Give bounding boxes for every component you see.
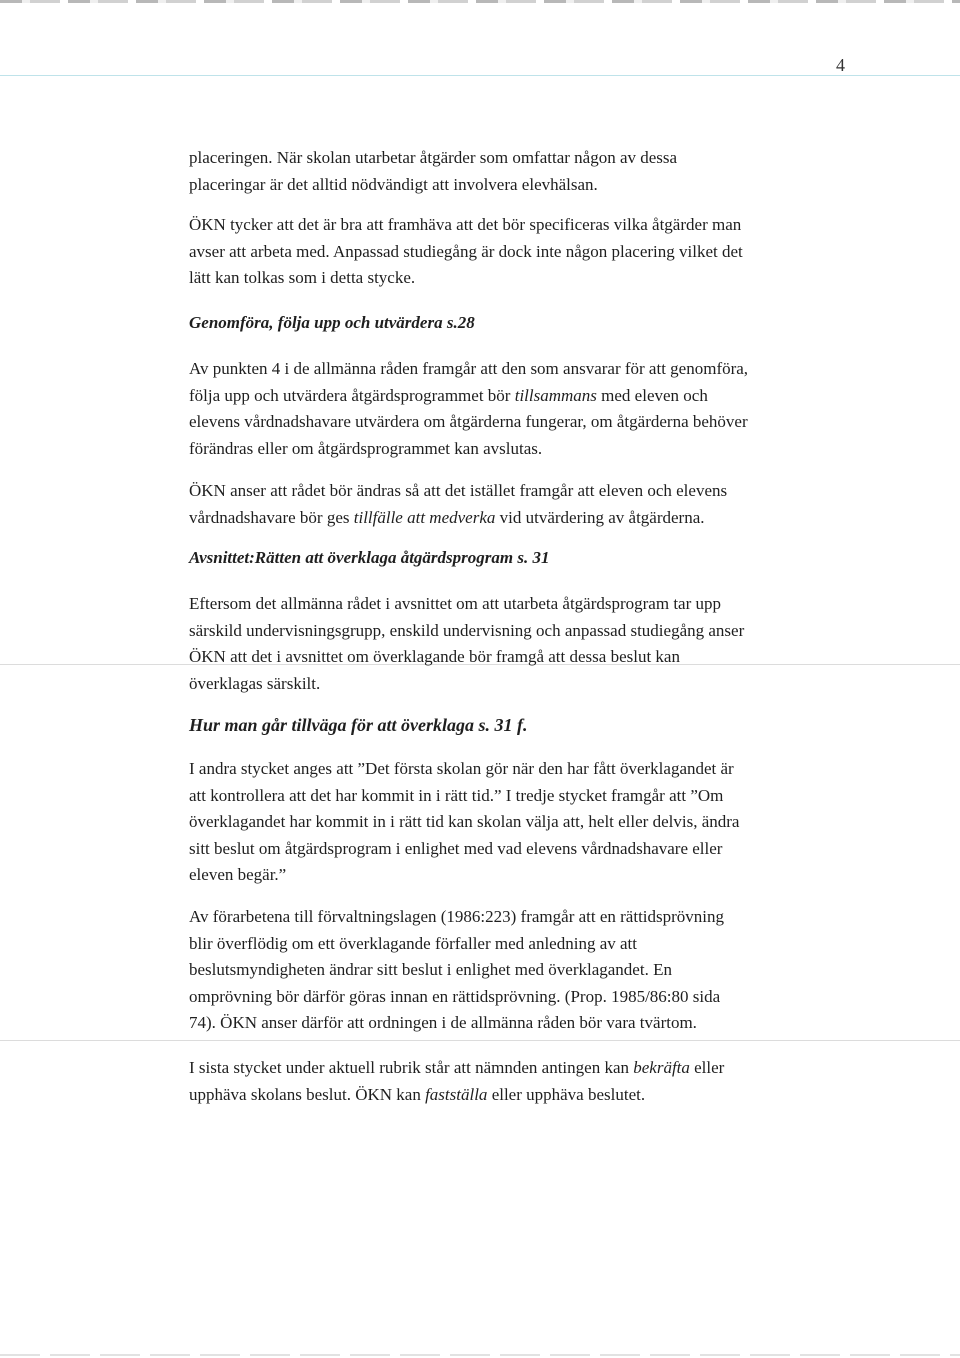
text-segment: vårdnadshavare bör ges xyxy=(189,507,354,527)
paragraph-av-punkten-4 xyxy=(189,356,829,462)
text-segment: med eleven och xyxy=(596,385,708,405)
scan-fold-line xyxy=(0,1040,960,1041)
section-heading-ratten-att-overklaga: Avsnittet:Rätten att överklaga åtgärdsprogram s. 31 xyxy=(189,548,550,567)
paragraph-placeringen xyxy=(189,145,829,198)
text-line: beslutsmyndigheten ändrar sitt beslut i enlighet med överklagandet. En xyxy=(189,960,672,979)
text-line: särskild undervisningsgrupp, enskild undervisning och anpassad studiegång anser xyxy=(189,620,745,640)
text-segment: upphäva skolans beslut. ÖKN kan xyxy=(189,1084,426,1104)
text-segment: eller upphäva beslutet. xyxy=(487,1084,646,1104)
text-line: ÖKN att det i avsnittet om överklagande bör framgå att dessa beslut kan xyxy=(189,647,680,666)
text-segment: eller xyxy=(689,1058,725,1077)
text-line xyxy=(189,1082,829,1109)
text-line: I andra stycket anges att ”Det första skolan gör när den har fått överklagandet är xyxy=(189,759,734,778)
text-line: Av punkten 4 i de allmänna råden framgår att den som ansvarar för att genomföra, xyxy=(189,359,749,378)
text-line: ÖKN tycker att det är bra att framhäva att det bör specificeras vilka åtgärder man xyxy=(189,215,742,234)
text-line: placeringar är det alltid nödvändigt att involvera elevhälsan. xyxy=(189,174,598,194)
scan-edge-bottom xyxy=(0,1354,960,1356)
section-heading-genomfora: Genomföra, följa upp och utvärdera s.28 xyxy=(189,313,475,332)
emphasis-bekrafta: bekräfta xyxy=(633,1058,690,1077)
text-line: lätt kan tolkas som i detta stycke. xyxy=(189,268,416,287)
text-line: att kontrollera att det har kommit in i rätt tid.” I tredje stycket framgår att ”Om xyxy=(189,785,724,805)
text-line xyxy=(189,383,829,410)
text-line: placeringen. När skolan utarbetar åtgärder som omfattar någon av dessa xyxy=(189,148,678,167)
paragraph-okn-anser-radet xyxy=(189,478,829,531)
paragraph-okn-tycker xyxy=(189,212,829,292)
header-rule xyxy=(0,75,960,76)
text-line: ÖKN anser att rådet bör ändras så att det istället framgår att eleven och elevens xyxy=(189,481,728,500)
text-segment: vid utvärdering av åtgärderna. xyxy=(495,507,705,527)
text-line: 74). ÖKN anser därför att ordningen i de allmänna råden bör vara tvärtom. xyxy=(189,1013,697,1032)
paragraph-i-sista-stycket xyxy=(189,1055,829,1108)
emphasis-tillsammans: tillsammans xyxy=(514,385,597,405)
text-line: elevens vårdnadshavare utvärdera om åtgärderna fungerar, om åtgärderna behöver xyxy=(189,412,748,431)
text-line: överklagandet har kommit in i rätt tid kan skolan välja att, helt eller delvis, ändra xyxy=(189,812,740,831)
text-segment: följa upp och utvärdera åtgärdsprogrammet bör xyxy=(189,385,515,405)
text-segment: I sista stycket under aktuell rubrik står att nämnden antingen kan xyxy=(189,1058,634,1077)
paragraph-eftersom xyxy=(189,591,829,697)
emphasis-tillfalle: tillfälle att medverka xyxy=(353,507,496,527)
text-line: Av förarbetena till förvaltningslagen (1986:223) framgår att en rättidsprövning xyxy=(189,907,725,926)
text-line: överklagas särskilt. xyxy=(189,673,321,693)
page-number: 4 xyxy=(836,55,845,75)
paragraph-av-forarbetena xyxy=(189,904,829,1037)
text-line xyxy=(189,1055,829,1082)
text-line: sitt beslut om åtgärdsprogram i enlighet med vad elevens vårdnadshavare eller xyxy=(189,838,723,858)
emphasis-faststalla: fastställa xyxy=(425,1084,488,1104)
text-line: omprövning bör därför göras innan en rättidsprövning. (Prop. 1985/86:80 sida xyxy=(189,986,721,1006)
section-heading-hur-man-gar-tillvaga: Hur man går tillväga för att överklaga s. 31 f. xyxy=(189,715,528,735)
text-line xyxy=(189,505,829,532)
paragraph-i-andra-stycket xyxy=(189,756,829,889)
text-line: blir överflödig om ett överklagande förfaller med anledning av att xyxy=(189,933,637,953)
text-line: avser att arbeta med. Anpassad studiegång är dock inte någon placering vilket det xyxy=(189,241,743,261)
text-line: eleven begär.” xyxy=(189,865,287,884)
scan-edge-top xyxy=(0,0,960,3)
text-line: Eftersom det allmänna rådet i avsnittet om att utarbeta åtgärdsprogram tar upp xyxy=(189,594,722,613)
text-line: förändras eller om åtgärdsprogrammet kan avslutas. xyxy=(189,438,543,458)
